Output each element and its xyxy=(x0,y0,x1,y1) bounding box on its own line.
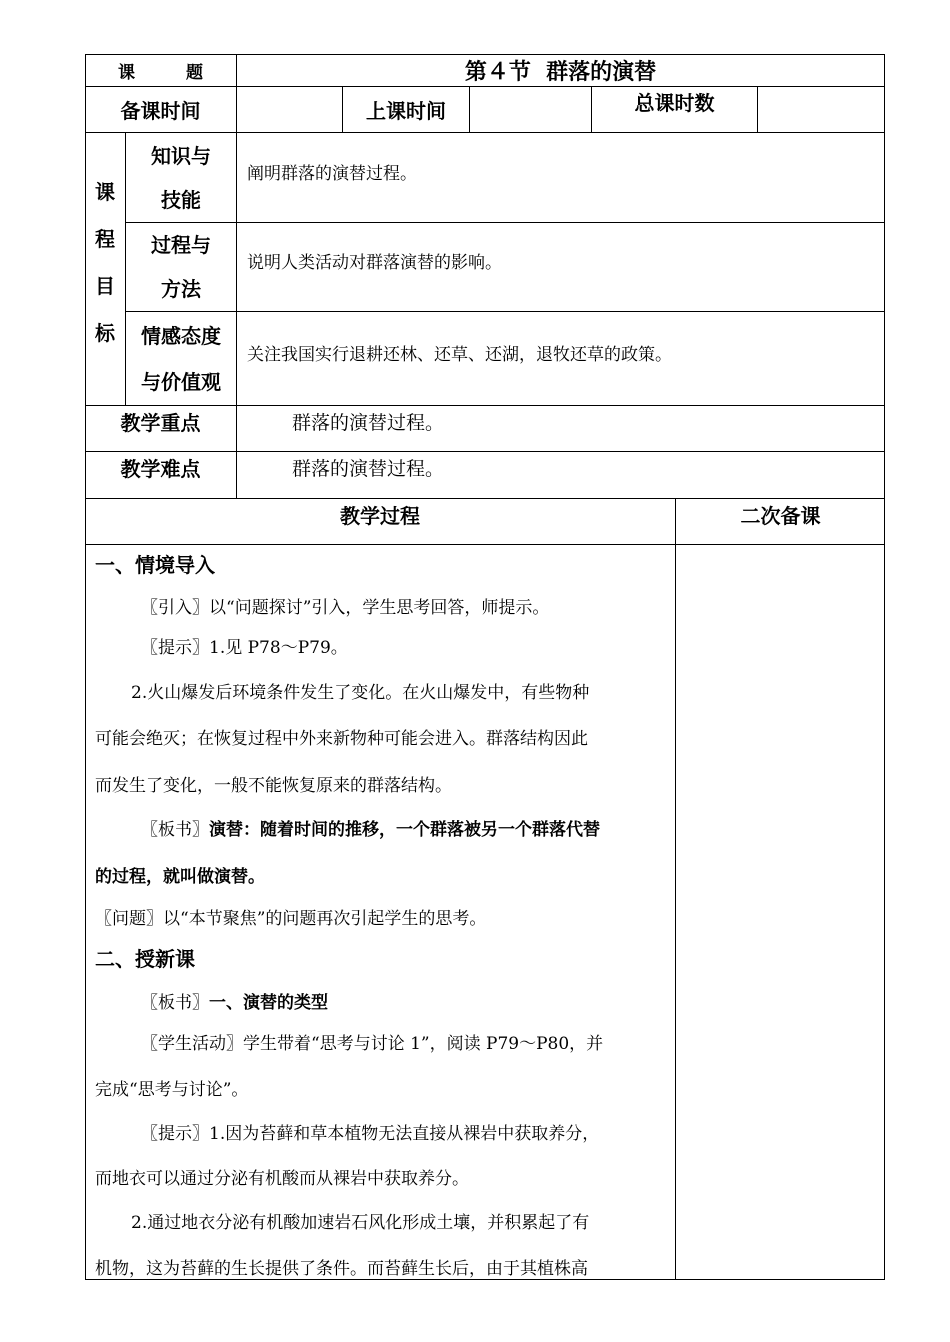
process-line-text: 的过程，就叫做演替。 xyxy=(95,867,265,887)
process-line-text: 二、授新课 xyxy=(95,947,195,971)
process-line-emphasis: 演替：随着时间的推移，一个群落被另一个群落代替 xyxy=(209,820,600,840)
key-point-content: 群落的演替过程。 xyxy=(292,412,445,434)
difficulty-label: 教学难点 xyxy=(120,456,201,481)
process-line xyxy=(95,1075,248,1100)
process-line-text: 一、情境导入 xyxy=(95,553,215,577)
process-line-text: 〖提示〗1.见 P78～P79。 xyxy=(141,638,348,658)
rule xyxy=(125,311,885,312)
objective-label-line: 知识与 xyxy=(151,143,211,168)
difficulty-content: 群落的演替过程。 xyxy=(292,458,445,480)
rule xyxy=(236,132,237,498)
objectives-group-char: 目 xyxy=(95,274,115,298)
prep-time-value xyxy=(237,87,342,132)
total-hours-value xyxy=(758,87,884,132)
process-line-text: 完成“思考与讨论”。 xyxy=(95,1080,249,1100)
objective-label-knowledge xyxy=(126,133,236,222)
objective-label-attitude xyxy=(126,312,236,405)
process-line xyxy=(95,862,265,887)
process-line xyxy=(95,904,486,929)
process-line-text: 〖板书〗 xyxy=(141,993,209,1013)
process-line-text: 〖学生活动〗学生带着“思考与讨论 1”，阅读 P79～P80，并 xyxy=(141,1034,604,1054)
process-line xyxy=(131,1208,589,1233)
process-line xyxy=(141,988,328,1013)
lesson-title: 第４节 群落的演替 xyxy=(464,58,657,85)
rule xyxy=(85,544,885,545)
process-line xyxy=(95,549,215,578)
process-line xyxy=(141,1119,599,1144)
objective-label-line: 情感态度 xyxy=(141,323,221,348)
second-prep-header: 二次备课 xyxy=(740,503,821,528)
lesson-plan-table xyxy=(85,54,885,1280)
objective-label-process xyxy=(126,223,236,311)
process-line-emphasis: 一、演替的类型 xyxy=(209,993,328,1013)
process-line-text: 〖板书〗 xyxy=(141,820,209,840)
process-line xyxy=(131,678,589,703)
objective-label-line: 技能 xyxy=(161,187,201,212)
objectives-group-char: 课 xyxy=(95,180,115,204)
objective-content-process: 说明人类活动对群落演替的影响。 xyxy=(247,253,502,273)
objective-label-line: 过程与 xyxy=(151,233,211,257)
process-line-text: 机物，这为苔藓的生长提供了条件。而苔藓生长后，由于其植株高 xyxy=(95,1259,588,1279)
process-line xyxy=(95,943,195,972)
rule xyxy=(125,222,885,223)
process-line-text: 可能会绝灭；在恢复过程中外来新物种可能会进入。群落结构因此 xyxy=(95,729,588,749)
process-line xyxy=(141,593,549,618)
prep-time-label: 备课时间 xyxy=(120,99,201,123)
topic-label: 课 题 xyxy=(118,62,203,83)
objective-content-attitude: 关注我国实行退耕还林、还草、还湖，退牧还草的政策。 xyxy=(247,345,672,365)
objectives-group-char: 标 xyxy=(95,321,115,345)
process-line xyxy=(141,1029,603,1054)
process-line xyxy=(141,633,348,658)
process-header: 教学过程 xyxy=(340,503,420,528)
process-line-text: 而地衣可以通过分泌有机酸而从裸岩中获取养分。 xyxy=(95,1169,469,1189)
class-time-value xyxy=(470,87,591,132)
process-line xyxy=(95,771,452,796)
process-line xyxy=(95,724,588,749)
rule xyxy=(675,498,676,1280)
process-line xyxy=(141,815,600,840)
objectives-group-char: 程 xyxy=(95,227,115,251)
objective-label-line: 与价值观 xyxy=(141,369,221,394)
process-line-text: 2.通过地衣分泌有机酸加速岩石风化形成土壤，并积累起了有 xyxy=(131,1213,590,1233)
table-border-right xyxy=(884,54,885,1280)
process-line xyxy=(95,1164,469,1189)
objective-label-line: 方法 xyxy=(161,277,201,301)
objective-content-knowledge: 阐明群落的演替过程。 xyxy=(247,164,417,184)
process-line-text: 〖引入〗以“问题探讨”引入，学生思考回答，师提示。 xyxy=(141,598,550,618)
process-line xyxy=(95,1254,588,1279)
class-time-label: 上课时间 xyxy=(366,99,446,123)
process-line-text: 〖提示〗1.因为苔藓和草本植物无法直接从裸岩中获取养分， xyxy=(141,1124,600,1144)
process-line-text: 2.火山爆发后环境条件发生了变化。在火山爆发中，有些物种 xyxy=(131,683,590,703)
key-point-label: 教学重点 xyxy=(120,410,201,435)
process-line-text: 〖问题〗以“本节聚焦”的问题再次引起学生的思考。 xyxy=(95,909,487,929)
process-line-text: 而发生了变化，一般不能恢复原来的群落结构。 xyxy=(95,776,452,796)
table-border-bottom xyxy=(85,1279,885,1280)
total-hours-label: 总课时数 xyxy=(634,90,715,115)
